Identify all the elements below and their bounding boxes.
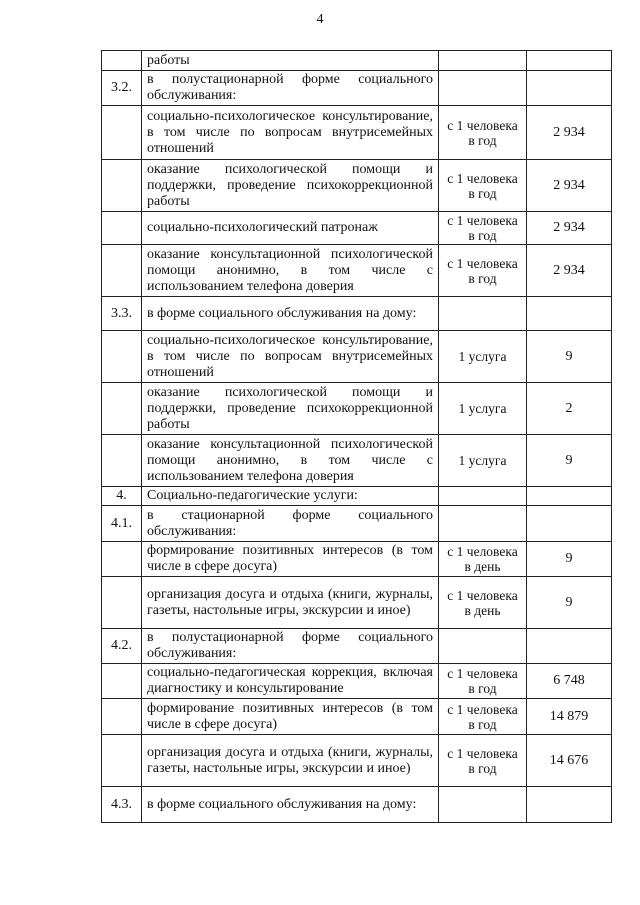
row-number-cell — [102, 51, 142, 71]
table-row — [102, 51, 612, 71]
table-body — [102, 51, 612, 823]
row-number-cell: 4.2. — [102, 629, 142, 664]
value-cell — [527, 297, 612, 331]
value-cell: 2 — [527, 383, 612, 435]
unit-cell — [439, 297, 527, 331]
row-number-cell — [102, 212, 142, 245]
table-row — [102, 506, 612, 542]
service-description-cell: работы — [142, 51, 439, 71]
service-description-cell: в стационарной форме социального обслуживания: — [142, 506, 439, 542]
row-number-cell — [102, 435, 142, 487]
row-number-cell: 4.1. — [102, 506, 142, 542]
row-number-cell — [102, 160, 142, 212]
row-number-cell — [102, 577, 142, 629]
service-description-cell: социально-педагогическая коррекция, включая диагностику и консультирование — [142, 664, 439, 699]
unit-cell: с 1 человека в день — [439, 542, 527, 577]
table-row — [102, 542, 612, 577]
service-description-cell: оказание консультационной психологической помощи анонимно, в том числе с использованием телефона доверия — [142, 245, 439, 297]
service-description-cell: оказание консультационной психологической помощи анонимно, в том числе с использованием телефона доверия — [142, 435, 439, 487]
table-row — [102, 331, 612, 383]
row-number-cell: 4. — [102, 487, 142, 506]
unit-cell — [439, 506, 527, 542]
table-row — [102, 297, 612, 331]
unit-cell: с 1 человека в год — [439, 160, 527, 212]
value-cell: 9 — [527, 542, 612, 577]
table-row — [102, 71, 612, 106]
value-cell: 6 748 — [527, 664, 612, 699]
table-row — [102, 245, 612, 297]
value-cell: 14 676 — [527, 735, 612, 787]
service-description-cell: оказание психологической помощи и поддержки, проведение психокоррекционной работы — [142, 160, 439, 212]
tariff-table — [101, 50, 612, 823]
service-description-cell: в полустационарной форме социального обслуживания: — [142, 71, 439, 106]
service-description-cell: социально-психологическое консультирование, в том числе по вопросам внутрисемейных отношений — [142, 331, 439, 383]
table-row — [102, 629, 612, 664]
unit-cell — [439, 71, 527, 106]
unit-cell: с 1 человека в год — [439, 664, 527, 699]
row-number-cell: 3.2. — [102, 71, 142, 106]
row-number-cell: 3.3. — [102, 297, 142, 331]
row-number-cell — [102, 383, 142, 435]
table-row — [102, 735, 612, 787]
unit-cell: с 1 человека в год — [439, 212, 527, 245]
table-row — [102, 699, 612, 735]
unit-cell: с 1 человека в год — [439, 245, 527, 297]
unit-cell — [439, 51, 527, 71]
unit-cell: 1 услуга — [439, 435, 527, 487]
table-row — [102, 212, 612, 245]
row-number-cell — [102, 106, 142, 160]
value-cell — [527, 71, 612, 106]
table-row — [102, 383, 612, 435]
unit-cell: 1 услуга — [439, 331, 527, 383]
table-row — [102, 487, 612, 506]
service-description-cell: в форме социального обслуживания на дому: — [142, 787, 439, 823]
row-number-cell — [102, 542, 142, 577]
value-cell — [527, 629, 612, 664]
unit-cell — [439, 787, 527, 823]
service-description-cell: организация досуга и отдыха (книги, журналы, газеты, настольные игры, экскурсии и иное) — [142, 735, 439, 787]
value-cell: 9 — [527, 331, 612, 383]
unit-cell: с 1 человека в год — [439, 699, 527, 735]
table-row — [102, 577, 612, 629]
unit-cell: с 1 человека в день — [439, 577, 527, 629]
value-cell — [527, 787, 612, 823]
table-row — [102, 435, 612, 487]
value-cell: 2 934 — [527, 106, 612, 160]
row-number-cell — [102, 699, 142, 735]
unit-cell — [439, 487, 527, 506]
row-number-cell — [102, 331, 142, 383]
value-cell — [527, 487, 612, 506]
value-cell: 2 934 — [527, 212, 612, 245]
value-cell — [527, 51, 612, 71]
service-description-cell: Социально-педагогические услуги: — [142, 487, 439, 506]
value-cell: 2 934 — [527, 245, 612, 297]
unit-cell: с 1 человека в год — [439, 106, 527, 160]
unit-cell — [439, 629, 527, 664]
table-row — [102, 664, 612, 699]
table-row — [102, 787, 612, 823]
unit-cell: с 1 человека в год — [439, 735, 527, 787]
service-description-cell: формирование позитивных интересов (в том числе в сфере досуга) — [142, 542, 439, 577]
row-number-cell — [102, 245, 142, 297]
service-description-cell: в полустационарной форме социального обслуживания: — [142, 629, 439, 664]
value-cell: 9 — [527, 577, 612, 629]
table-row — [102, 160, 612, 212]
service-description-cell: оказание психологической помощи и поддержки, проведение психокоррекционной работы — [142, 383, 439, 435]
table-row — [102, 106, 612, 160]
value-cell — [527, 506, 612, 542]
page-number: 4 — [316, 12, 324, 27]
service-description-cell: социально-психологическое консультирование, в том числе по вопросам внутрисемейных отношений — [142, 106, 439, 160]
row-number-cell — [102, 735, 142, 787]
service-description-cell: в форме социального обслуживания на дому: — [142, 297, 439, 331]
row-number-cell: 4.3. — [102, 787, 142, 823]
value-cell: 9 — [527, 435, 612, 487]
value-cell: 2 934 — [527, 160, 612, 212]
service-description-cell: социально-психологический патронаж — [142, 212, 439, 245]
value-cell: 14 879 — [527, 699, 612, 735]
service-description-cell: формирование позитивных интересов (в том числе в сфере досуга) — [142, 699, 439, 735]
row-number-cell — [102, 664, 142, 699]
service-description-cell: организация досуга и отдыха (книги, журналы, газеты, настольные игры, экскурсии и иное) — [142, 577, 439, 629]
unit-cell: 1 услуга — [439, 383, 527, 435]
